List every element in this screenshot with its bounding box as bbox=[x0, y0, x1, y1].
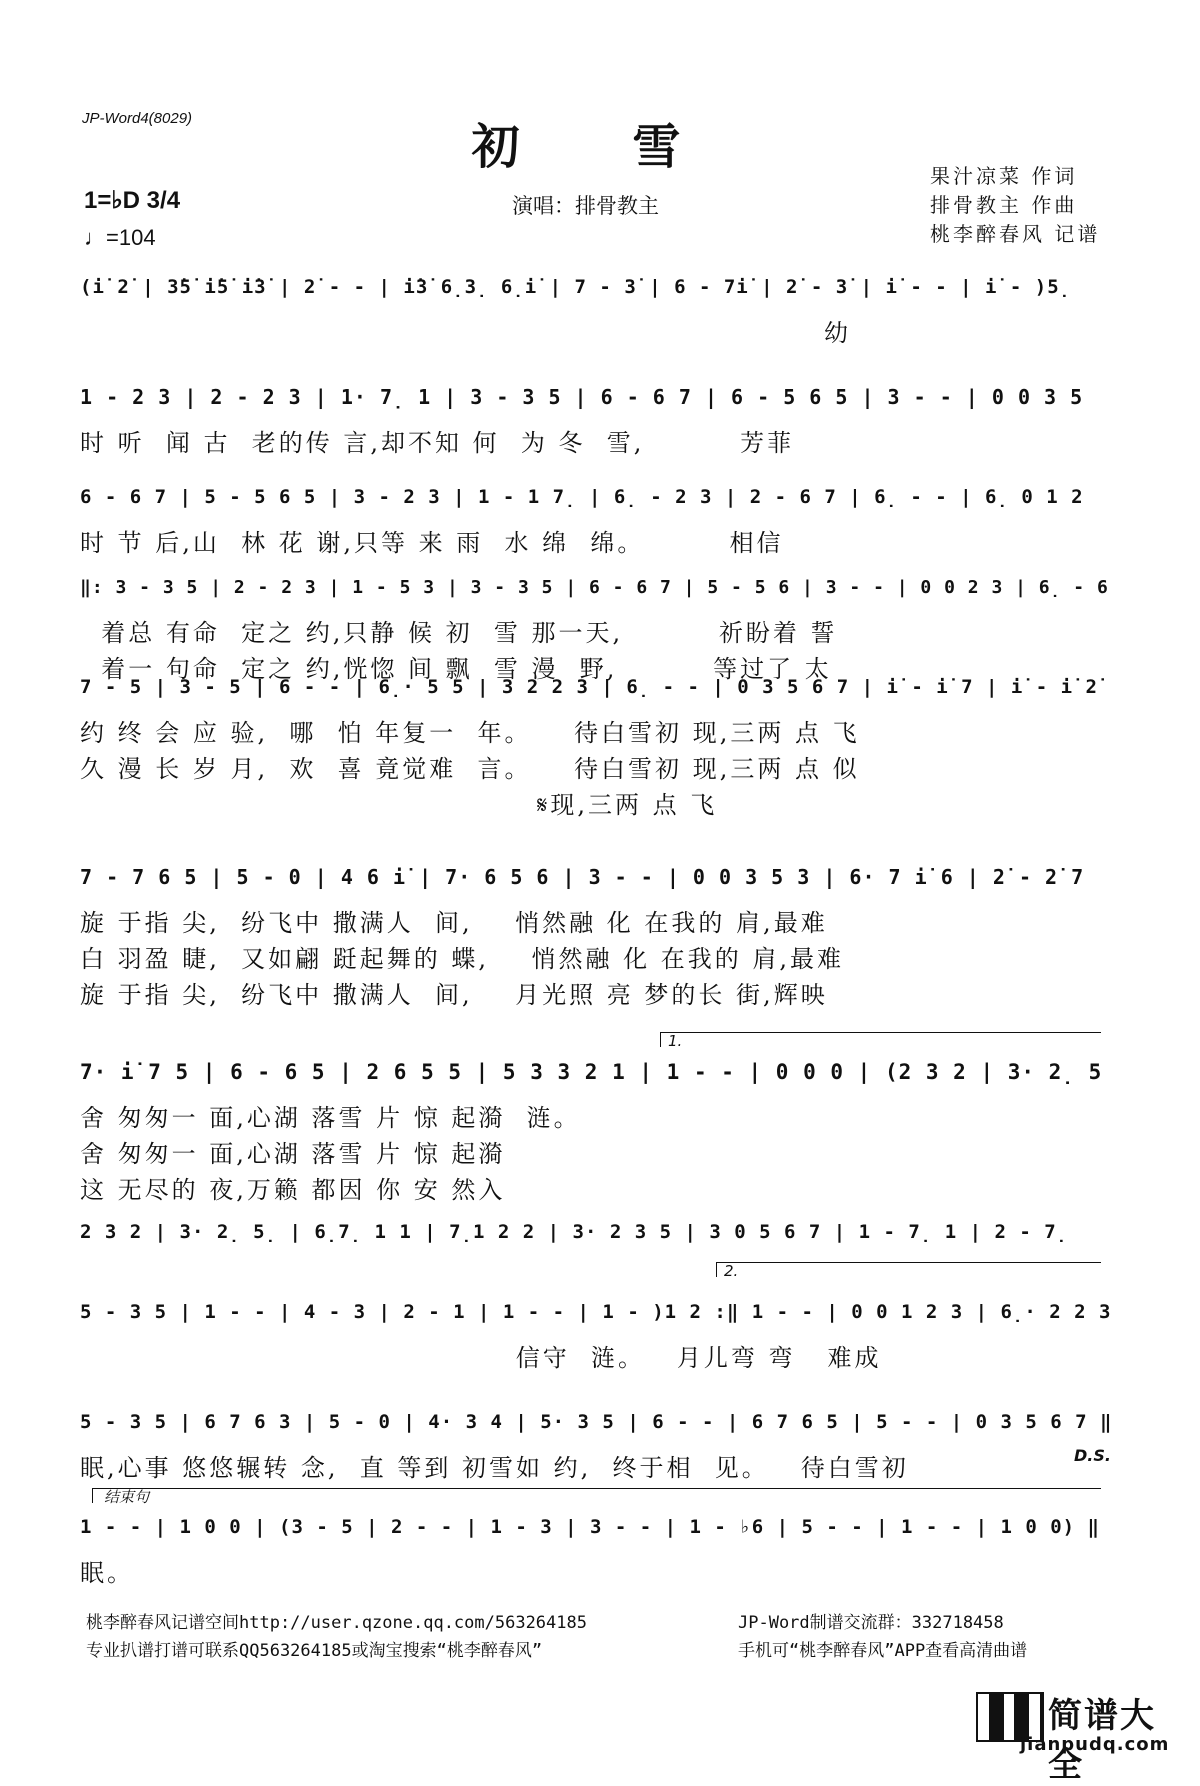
ds-marker: D.S. bbox=[1074, 1446, 1111, 1465]
notation-text: (i̇ 2̇ | 3̇5̇ i̇5̇ i̇3̇ | 2̇ - - | i̇3̇ 6̣3̣ 6̣i̇ | 7 - 3̇ | 6 - 7i̇ | 2̇ - 3̇ | i̇ - - | i̇ - )5̣ bbox=[80, 276, 1072, 298]
lyric-line: 舍 匆匆一 面,心湖 落雪 片 惊 起漪 涟。 bbox=[80, 1104, 581, 1132]
lyric-line: 信守 涟。 月儿弯 弯 难成 bbox=[80, 1344, 882, 1372]
lyric-line: 着一 句命 定之 约,恍惚 间 飘 雪 漫 野, 等过了 太 bbox=[80, 655, 832, 683]
lyric-line: 舍 匆匆一 面,心湖 落雪 片 惊 起漪 bbox=[80, 1140, 506, 1168]
tempo-mark: ♩=104 bbox=[84, 225, 156, 250]
singer-credit: 演唱：排骨教主 bbox=[512, 194, 659, 218]
lyricist-credit: 果汁凉菜 作词 bbox=[930, 164, 1078, 188]
volta-1-label: 1. bbox=[668, 1032, 683, 1050]
notation-text: 7 - 5 | 3 - 5 | 6 - - | 6̣· 5 5 | 3 2 2 3 | 6̣ - - | 0 3 5 6 7 | i̇ - i̇ 7 | i̇ - i̇ 2̇ bbox=[80, 676, 1098, 698]
notation-row bbox=[80, 375, 1120, 419]
notation-text: 5 - 3 5 | 1 - - | 4 - 3 | 2 - 1 | 1 - - | 1 - )1 2 :‖ 1 - - | 0 0 1 2 3 | 6̣· 2 2 3 bbox=[80, 1301, 1112, 1323]
lyric-line: 白 羽盈 睫, 又如翩 跹起舞的 蝶, 悄然融 化 在我的 肩,最难 bbox=[80, 945, 845, 973]
lyric-line: 久 漫 长 岁 月, 欢 喜 竟觉难 言。 待白雪初 现,三两 点 似 bbox=[80, 755, 860, 783]
lyric-line: 约 终 会 应 验, 哪 怕 年复一 年。 待白雪初 现,三两 点 飞 bbox=[80, 719, 860, 747]
lyric-line: 时 听 闻 古 老的传 言,却不知 何 为 冬 雪, 芳菲 bbox=[80, 429, 795, 457]
footer-left-2: 专业扒谱打谱可联系QQ563264185或淘宝搜索“桃李醉春风” bbox=[86, 1641, 543, 1661]
volta-2-label: 2. bbox=[724, 1262, 739, 1280]
volta-1-bracket bbox=[660, 1032, 1101, 1047]
transcriber-credit: 桃李醉春风 记谱 bbox=[930, 222, 1101, 246]
notation-text: 7 - 7 6 5 | 5 - 0 | 4 6 i̇ | 7· 6 5 6 | 3 - - | 0 0 3 5 3 | 6· 7 i̇ 6 | 2̇ - 2̇ 7 bbox=[80, 865, 1085, 889]
lyric-line: 眠。 bbox=[80, 1559, 134, 1587]
notation-row bbox=[80, 665, 1120, 709]
lyric-line: 着总 有命 定之 约,只静 候 初 雪 那一天, 祈盼着 誓 bbox=[80, 619, 838, 647]
site-logo bbox=[976, 1688, 1188, 1785]
footer-right-2: 手机可“桃李醉春风”APP查看高清曲谱 bbox=[738, 1641, 1028, 1661]
notation-row bbox=[80, 1505, 1120, 1549]
software-label: JP-Word4(8029) bbox=[82, 110, 193, 127]
notation-row bbox=[80, 565, 1120, 609]
notation-text: 1 - - | 1 0 0 | (3 - 5 | 2 - - | 1 - 3 | 3 - - | 1 - ♭6 | 5 - - | 1 - - | 1 0 0) ‖ bbox=[80, 1516, 1100, 1538]
notation-row bbox=[80, 475, 1120, 519]
lyric-line: 眠,心事 悠悠辗转 念, 直 等到 初雪如 约, 终于相 见。 待白雪初 bbox=[80, 1454, 909, 1482]
footer-left-1: 桃李醉春风记谱空间http://user.qzone.qq.com/563264185 bbox=[86, 1613, 587, 1633]
ending-bracket bbox=[92, 1488, 1101, 1503]
lyric-line: 𝄋现,三两 点 飞 bbox=[80, 791, 718, 819]
notation-text: 7· i̇ 7 5 | 6 - 6 5 | 2 6 5 5 | 5 3 3 2 1 | 1 - - | 0 0 0 | (2 3 2 | 3· 2̣ 5 bbox=[80, 1060, 1103, 1084]
notation-row bbox=[80, 1210, 1120, 1254]
notation-text: 5 - 3 5 | 6 7 6 3 | 5 - 0 | 4· 3 4 | 5· 3 5 | 6 - - | 6 7 6 5 | 5 - - | 0 3 5 6 7 ‖ bbox=[80, 1411, 1113, 1433]
notation-row bbox=[80, 1400, 1120, 1444]
notation-row bbox=[80, 265, 1120, 309]
volta-2-bracket bbox=[716, 1262, 1101, 1277]
lyric-line: 幼 bbox=[80, 319, 852, 347]
notation-text: 1 - 2 3 | 2 - 2 3 | 1· 7̣ 1 | 3 - 3 5 | 6 - 6 7 | 6 - 5 6 5 | 3 - - | 0 0 3 5 bbox=[80, 385, 1084, 409]
key-signature: 1=♭D 3/4 bbox=[84, 187, 181, 214]
notation-row bbox=[80, 1050, 1120, 1094]
credits-block bbox=[930, 162, 1100, 249]
logo-site: jianpudq.com bbox=[1020, 1734, 1170, 1755]
notation-row bbox=[80, 1290, 1120, 1334]
ending-label: 结束句 bbox=[104, 1488, 150, 1506]
notation-text: 6 - 6 7 | 5 - 5 6 5 | 3 - 2 3 | 1 - 1 7̣ | 6̣ - 2 3 | 2 - 6 7 | 6̣ - - | 6̣ 0 1 2 bbox=[80, 486, 1084, 508]
lyric-line: 旋 于指 尖, 纷飞中 撒满人 间, 月光照 亮 梦的长 街,辉映 bbox=[80, 981, 828, 1009]
logo-text: 简谱大全 bbox=[1048, 1696, 1156, 1785]
song-title: 初 雪 bbox=[471, 119, 729, 175]
lyric-line: 时 节 后,山 林 花 谢,只等 来 雨 水 绵 绵。 相信 bbox=[80, 529, 784, 557]
notation-text: 2 3 2 | 3· 2̣ 5̣ | 6̣7̣ 1 1 | 7̣1 2 2 | 3· 2 3 5 | 3 0 5 6 7 | 1 - 7̣ 1 | 2 - 7̣ bbox=[80, 1221, 1069, 1243]
lyric-line: 旋 于指 尖, 纷飞中 撒满人 间, 悄然融 化 在我的 肩,最难 bbox=[80, 909, 828, 937]
notation-text: ‖: 3 - 3 5 | 2 - 2 3 | 1 - 5 3 | 3 - 3 5 | 6 - 6 7 | 5 - 5 6 | 3 - - | 0 0 2 3 | 6̣ - 6 bbox=[80, 576, 1109, 598]
lyric-line: 这 无尽的 夜,万籁 都因 你 安 然入 bbox=[80, 1176, 506, 1204]
composer-credit: 排骨教主 作曲 bbox=[930, 193, 1078, 217]
notation-row bbox=[80, 855, 1120, 899]
footer-right-1: JP-Word制谱交流群：332718458 bbox=[738, 1613, 1004, 1633]
